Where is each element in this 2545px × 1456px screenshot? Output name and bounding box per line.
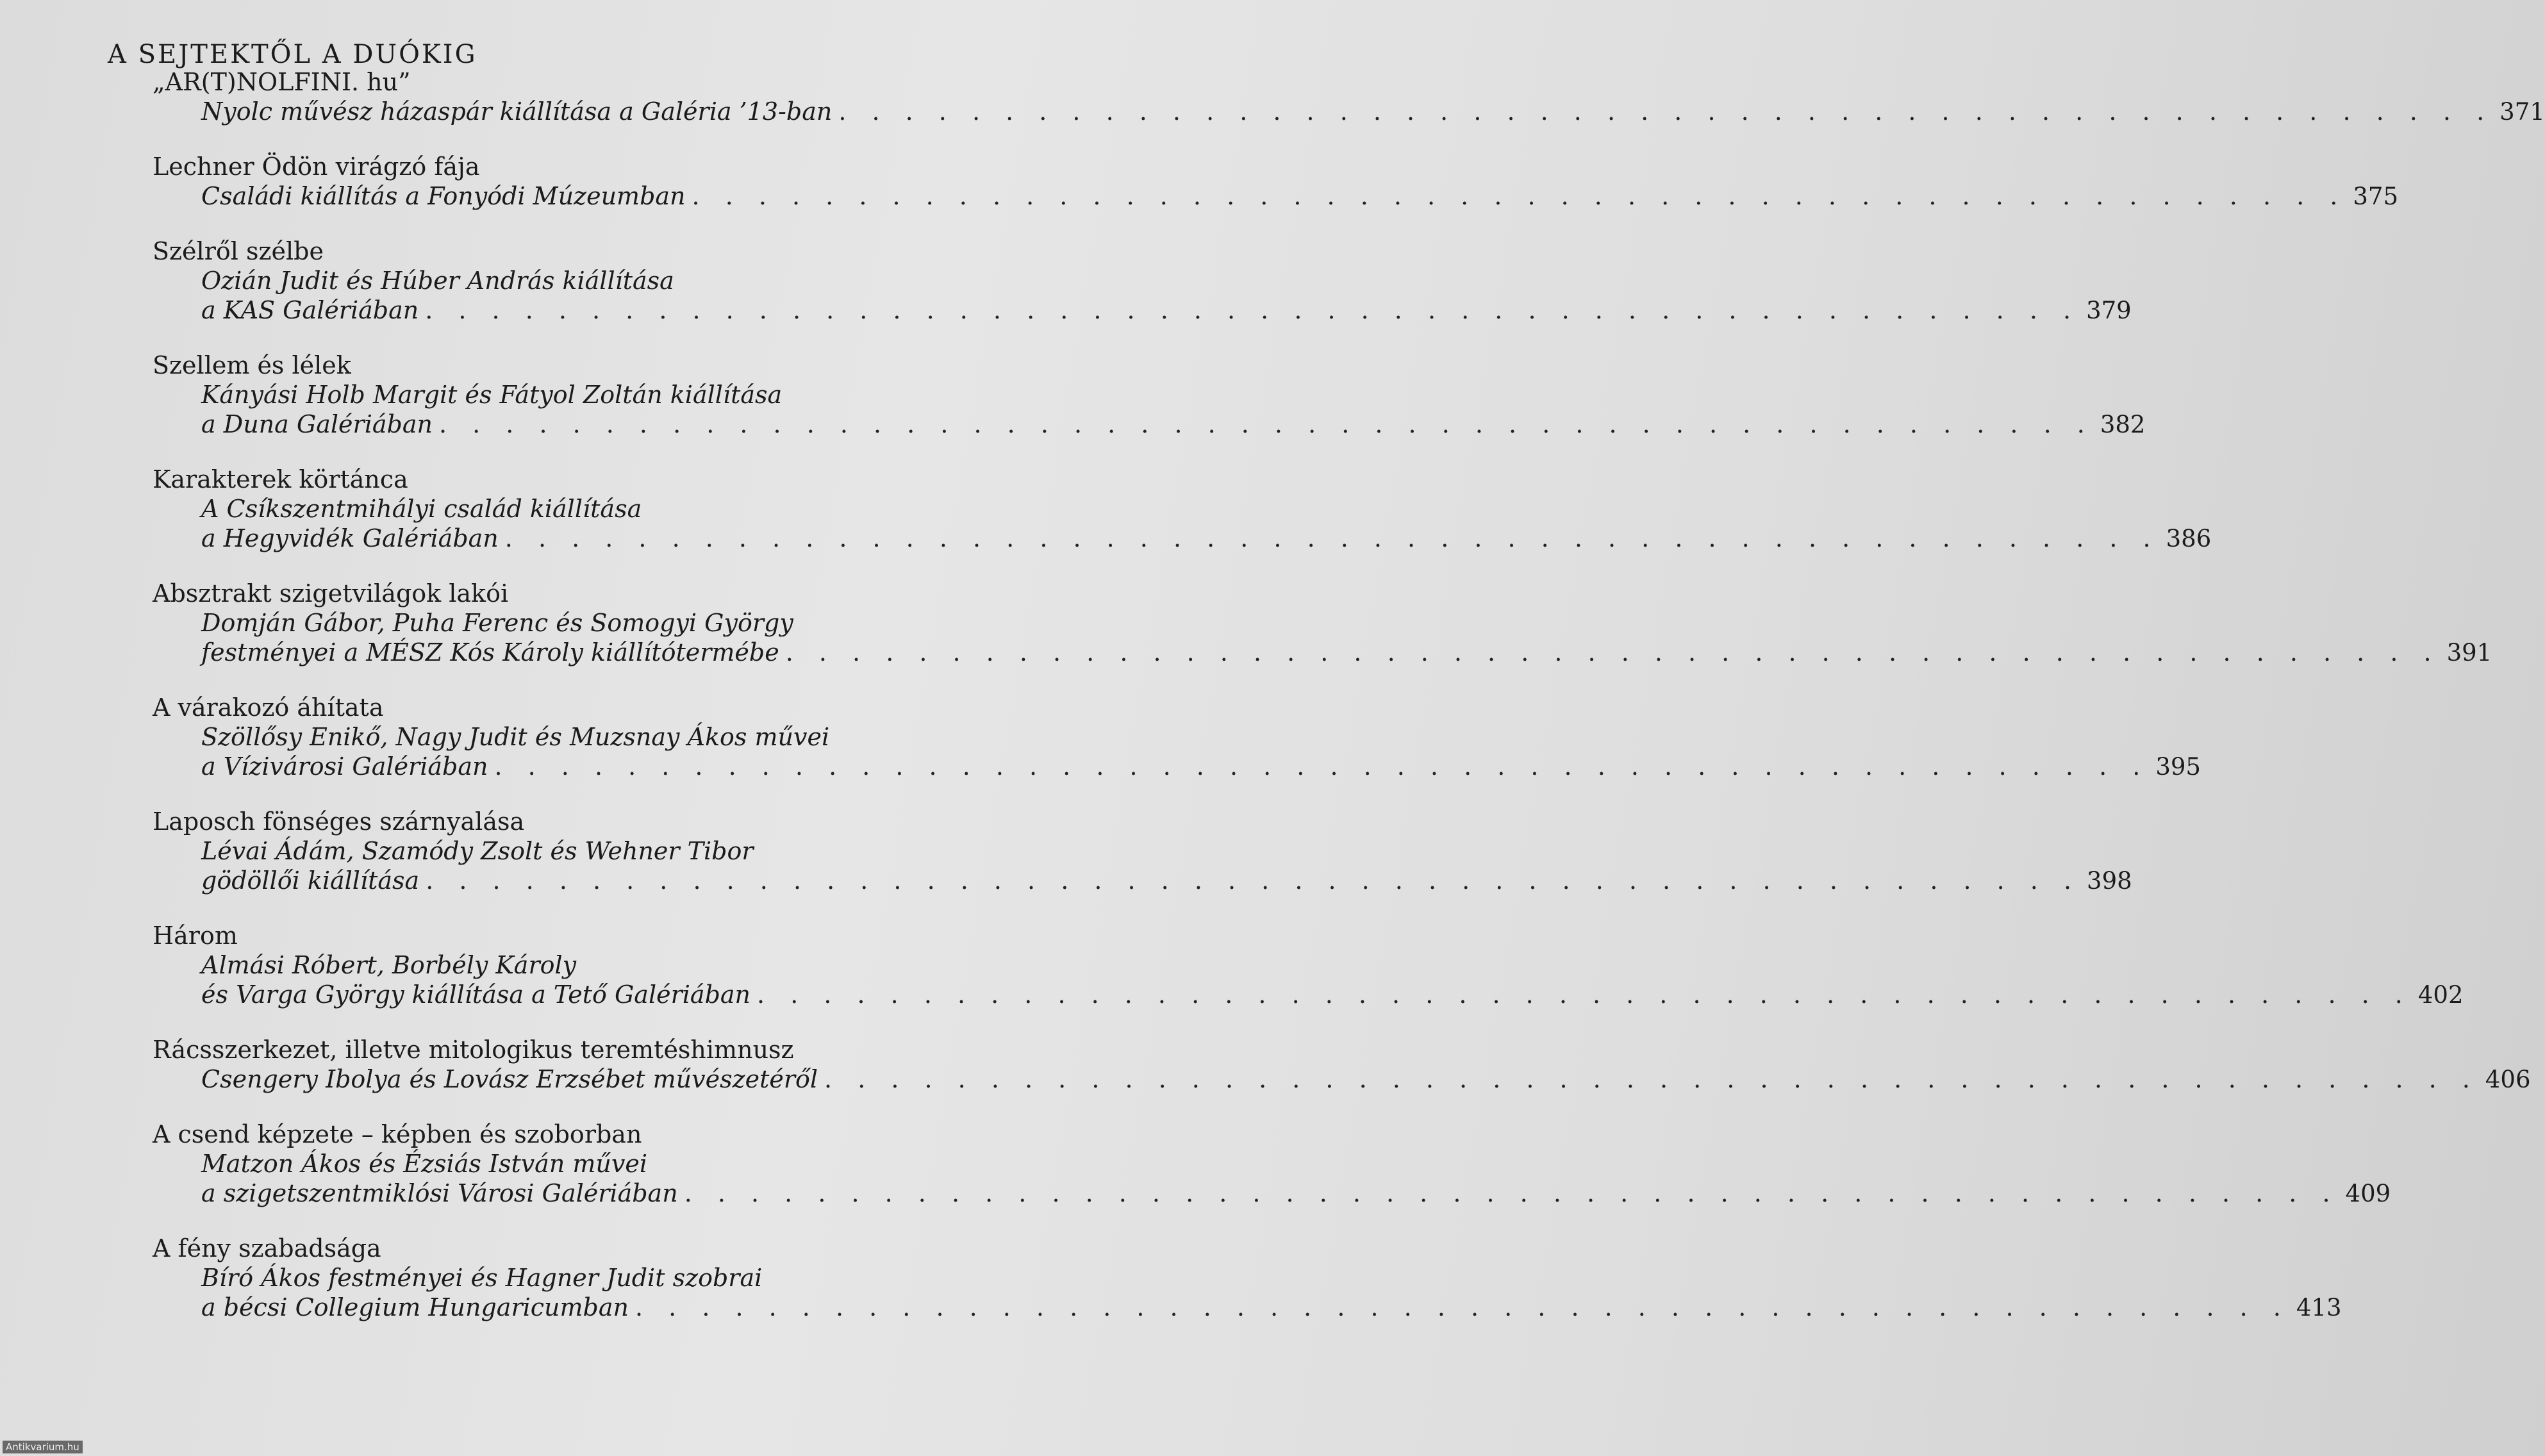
page-number: 375 bbox=[2353, 183, 2398, 210]
entry-title: A csend képzete – képben és szoborban bbox=[153, 1120, 642, 1148]
page-number: 409 bbox=[2345, 1180, 2391, 1207]
entry-subtitle: Ozián Judit és Húber András kiállítása bbox=[201, 267, 674, 295]
leader-dots: . . . . . . . . . . . . . . . . . . . . . . . . . . . . . . . . . . . . . . . . . . . . . . . . . . bbox=[426, 866, 2081, 895]
leader-dots: . . . . . . . . . . . . . . . . . . . . . . . . . . . . . . . . . . . . . . . . . . . . . . . . . . bbox=[757, 980, 2412, 1009]
leader-dots: . . . . . . . . . . . . . . . . . . . . . . . . . . . . . . . . . . . . . . . . . . . . . . . . . . bbox=[494, 752, 2150, 781]
entry-leader-row bbox=[201, 979, 2464, 1011]
entry-subtitle: Lévai Ádám, Szamódy Zsolt és Wehner Tibor bbox=[201, 837, 754, 865]
entry-title: Szélről szélbe bbox=[153, 237, 324, 265]
entry-subtitle-last: a Duna Galériában bbox=[201, 410, 433, 438]
entry-title: A várakozó áhítata bbox=[153, 693, 384, 722]
entry-leader-row bbox=[201, 637, 2492, 668]
entry-title: Három bbox=[153, 922, 238, 950]
leader-dots: . . . . . . . . . . . . . . . . . . . . . . . . . . . . . . . . . . . . . . . . . . . . . . . . . . bbox=[684, 1179, 2339, 1207]
entry-title: A fény szabadsága bbox=[153, 1234, 381, 1262]
leader-dots: . . . . . . . . . . . . . . . . . . . . . . . . . . . . . . . . . . . . . . . . . . . . . . . . . . bbox=[824, 1065, 2479, 1093]
entry-title: Szellem és lélek bbox=[153, 351, 351, 379]
leader-dots: . . . . . . . . . . . . . . . . . . . . . . . . . . . . . . . . . . . . . . . . . . . . . . . . . . bbox=[785, 638, 2441, 666]
entry-subtitle: Matzon Ákos és Ézsiás István művei bbox=[201, 1150, 648, 1178]
entry-subtitle: A Csíkszentmihályi család kiállítása bbox=[201, 495, 642, 523]
entry-leader-row bbox=[201, 96, 2545, 128]
page-number: 386 bbox=[2166, 525, 2212, 552]
leader-dots: . . . . . . . . . . . . . . . . . . . . . . . . . . . . . . . . . . . . . . . . . . . . . . . . . . bbox=[504, 524, 2160, 552]
entry-subtitle: Bíró Ákos festményei és Hagner Judit szobrai bbox=[201, 1264, 763, 1292]
entry-subtitle: Kányási Holb Margit és Fátyol Zoltán kiállítása bbox=[201, 381, 783, 409]
entry-subtitle-last: Családi kiállítás a Fonyódi Múzeumban bbox=[201, 182, 686, 210]
entry-title: Lechner Ödön virágzó fája bbox=[153, 153, 480, 181]
entry-subtitle-last: a bécsi Collegium Hungaricumban bbox=[201, 1293, 629, 1321]
entry-leader-row bbox=[201, 865, 2132, 897]
page-number: 391 bbox=[2446, 639, 2492, 666]
watermark: Antikvarium.hu bbox=[3, 1441, 83, 1453]
leader-dots: . . . . . . . . . . . . . . . . . . . . . . . . . . . . . . . . . . . . . . . . . . . . . . . . . . bbox=[692, 182, 2347, 210]
page-number: 406 bbox=[2485, 1066, 2531, 1093]
entry-subtitle-last: gödöllői kiállítása bbox=[201, 866, 420, 895]
entry-leader-row bbox=[201, 295, 2132, 326]
entry-title: „AR(T)NOLFINI. hu” bbox=[153, 68, 411, 96]
entry-leader-row bbox=[201, 181, 2398, 212]
entry-subtitle-last: és Varga György kiállítása a Tető Galériában bbox=[201, 980, 751, 1009]
leader-dots: . . . . . . . . . . . . . . . . . . . . . . . . . . . . . . . . . . . . . . . . . . . . . . . . . . bbox=[838, 97, 2494, 126]
entry-title: Rácsszerkezet, illetve mitologikus teremtéshimnusz bbox=[153, 1036, 794, 1064]
entry-leader-row bbox=[201, 523, 2212, 554]
entry-subtitle-last: a Vízivárosi Galériában bbox=[201, 752, 488, 781]
entry-subtitle-last: Csengery Ibolya és Lovász Erzsébet művészetéről bbox=[201, 1065, 818, 1093]
entry-subtitle-last: a Hegyvidék Galériában bbox=[201, 524, 499, 552]
entry-subtitle-last: a KAS Galériában bbox=[201, 296, 419, 324]
section-heading: A SEJTEKTŐL A DUÓKIG bbox=[108, 40, 477, 69]
entry-leader-row bbox=[201, 1178, 2391, 1209]
page-number: 382 bbox=[2100, 411, 2146, 438]
page-number: 402 bbox=[2417, 981, 2464, 1009]
entry-subtitle-last: festményei a MÉSZ Kós Károly kiállítótermébe bbox=[201, 638, 779, 666]
page-number: 413 bbox=[2296, 1294, 2342, 1321]
entry-leader-row bbox=[201, 1292, 2342, 1323]
entry-subtitle: Domján Gábor, Puha Ferenc és Somogyi György bbox=[201, 609, 793, 637]
page-number: 371 bbox=[2499, 98, 2545, 126]
entry-subtitle: Szöllősy Enikő, Nagy Judit és Muzsnay Ákos művei bbox=[201, 723, 830, 751]
entry-subtitle: Almási Róbert, Borbély Károly bbox=[201, 951, 577, 979]
entry-subtitle-last: Nyolc művész házaspár kiállítása a Galéria ’13-ban bbox=[201, 97, 833, 126]
page-number: 379 bbox=[2086, 297, 2132, 324]
entry-leader-row bbox=[201, 1064, 2531, 1095]
entry-title: Laposch fönséges szárnyalása bbox=[153, 807, 525, 836]
page-number: 398 bbox=[2087, 867, 2132, 895]
leader-dots: . . . . . . . . . . . . . . . . . . . . . . . . . . . . . . . . . . . . . . . . . . . . . . . . . . bbox=[635, 1293, 2290, 1321]
entry-leader-row bbox=[201, 751, 2201, 782]
leader-dots: . . . . . . . . . . . . . . . . . . . . . . . . . . . . . . . . . . . . . . . . . . . . . . . . . . bbox=[438, 410, 2094, 438]
leader-dots: . . . . . . . . . . . . . . . . . . . . . . . . . . . . . . . . . . . . . . . . . . . . . . . . . . bbox=[425, 296, 2080, 324]
page-number: 395 bbox=[2155, 753, 2201, 781]
entry-leader-row bbox=[201, 409, 2146, 440]
entry-subtitle-last: a szigetszentmiklósi Városi Galériában bbox=[201, 1179, 678, 1207]
entry-title: Karakterek körtánca bbox=[153, 465, 408, 493]
entry-title: Absztrakt szigetvilágok lakói bbox=[153, 579, 509, 608]
